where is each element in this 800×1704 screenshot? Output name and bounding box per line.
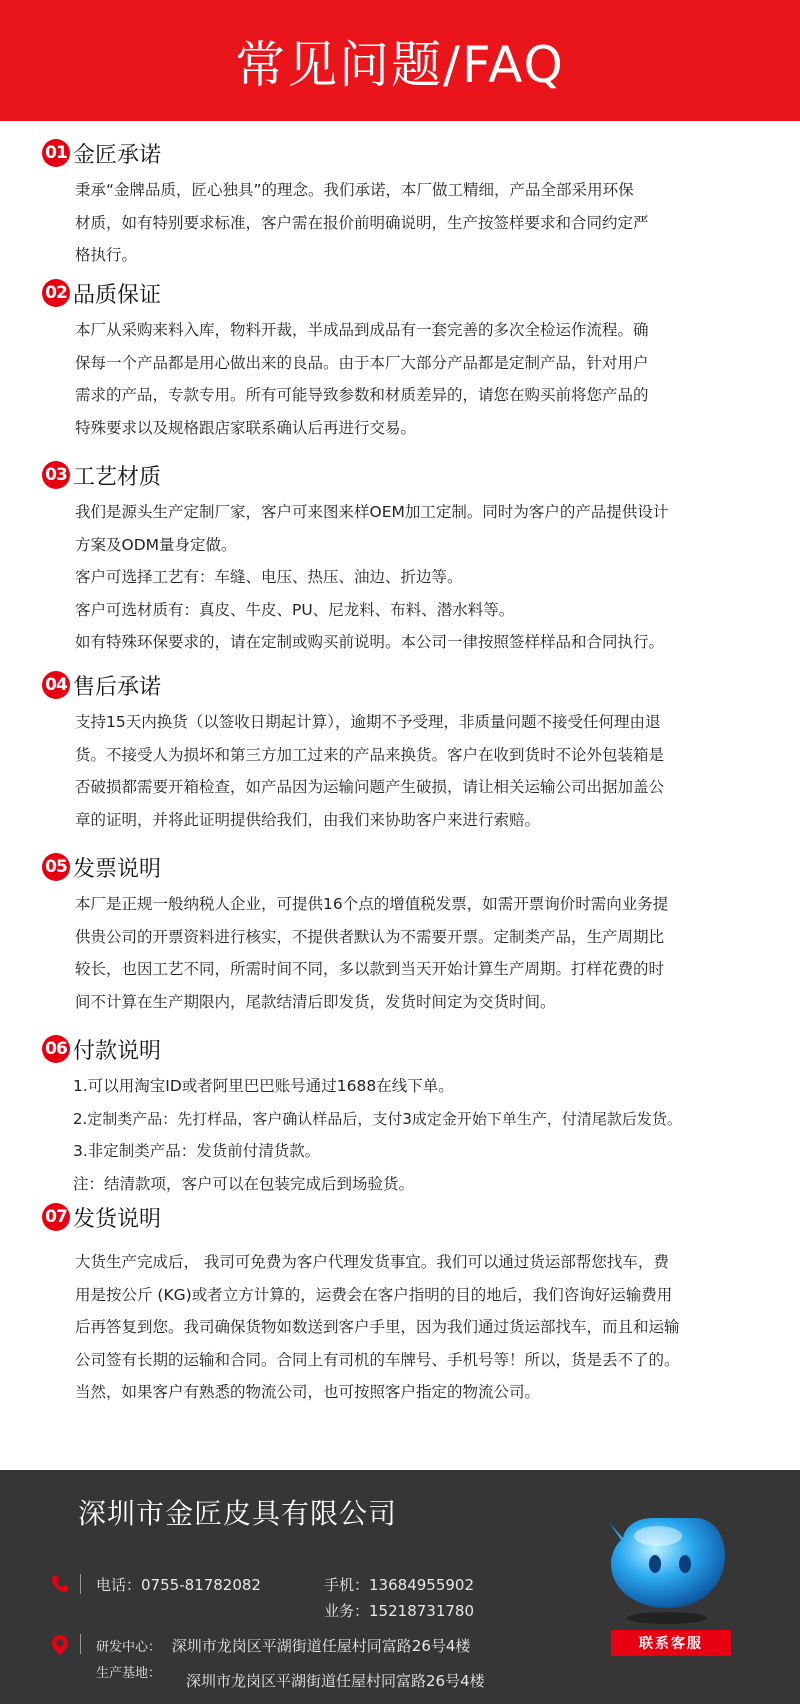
section-line: 货。不接受人为损坏和第三方加工过来的产品来换货。客户在收到货时不论外包装箱是 [75, 745, 665, 764]
phone-label: 电话： [96, 1576, 142, 1594]
section-header [0, 136, 800, 170]
business-label: 业务： [324, 1602, 370, 1620]
section-body [0, 884, 800, 1018]
section-line: 3.非定制类产品：发货前付清货款。 [73, 1142, 321, 1160]
section-line: 章的证明，并将此证明提供给我们，由我们来协助客户来进行索赔。 [75, 810, 541, 829]
rd-center-label: 研发中心： [96, 1640, 162, 1655]
faq-section-craft [0, 458, 800, 668]
section-line: 客户可选材质有：真皮、牛皮、PU、尼龙料、布料、潜水料等。 [75, 600, 515, 619]
production-base-address: 深圳市龙岗区平湖街道任屋村同富路26号4楼 [186, 1672, 485, 1690]
mobile-info [324, 1574, 474, 1595]
section-title: 付款说明 [73, 1038, 162, 1064]
section-header [0, 458, 800, 492]
section-header [0, 1032, 800, 1066]
section-number-badge: 05 [42, 853, 70, 881]
contact-footer [0, 1470, 800, 1704]
section-line: 客户可选择工艺有：车缝、电压、热压、油边、折边等。 [75, 568, 463, 586]
faq-section-invoice [0, 850, 800, 1032]
section-body [0, 492, 800, 659]
section-line: 我们是源头生产定制厂家，客户可来图来样OEM加工定制。同时为客户的产品提供设计 [75, 503, 669, 521]
section-line: 支持15天内换货（以签收日期起计算），逾期不予受理，非质量问题不接受任何理由退 [75, 713, 661, 731]
divider [80, 1634, 81, 1654]
section-number-badge: 07 [42, 1203, 70, 1231]
section-body [0, 1234, 800, 1409]
section-line: 方案及ODM量身定做。 [75, 535, 237, 554]
company-name: 深圳市金匠皮具有限公司 [78, 1497, 398, 1530]
section-line: 材质，如有特别要求标准，客户需在报价前明确说明，生产按签样要求和合同约定严 [75, 213, 649, 232]
mobile-number[interactable]: 13684955902 [369, 1576, 474, 1594]
section-number-badge: 02 [42, 279, 70, 307]
section-line: 后再答复到您。我司确保货物如数送到客户手里，因为我们通过货运部找车，而且和运输 [75, 1318, 680, 1336]
section-number-badge: 03 [42, 461, 70, 489]
section-title: 发货说明 [73, 1206, 162, 1232]
page-title: 常见问题/FAQ [235, 35, 565, 94]
section-line: 注：结清款项，客户可以在包装完成后到场验货。 [73, 1174, 415, 1193]
production-base-info [96, 1662, 161, 1681]
section-line: 特殊要求以及规格跟店家联系确认后再进行交易。 [75, 418, 417, 437]
section-line: 本厂是正规一般纳税人企业，可提供16个点的增值税发票，如需开票询价时需向业务提 [75, 895, 669, 913]
section-line: 如有特殊环保要求的，请在定制或购买前说明。本公司一律按照签样样品和合同执行。 [75, 633, 665, 651]
section-body [0, 1066, 800, 1200]
phone-icon [50, 1574, 70, 1598]
production-base-address-row [186, 1670, 485, 1691]
phone-number[interactable]: 0755-81782082 [141, 1576, 261, 1594]
section-line: 间不计算在生产期限内，尾款结清后即发货，发货时间定为交货时间。 [75, 992, 556, 1011]
section-line: 否破损都需要开箱检查，如产品因为运输问题产生破损，请让相关运输公司出据加盖公 [75, 778, 665, 796]
section-line: 1.可以用淘宝ID或者阿里巴巴账号通过1688在线下单。 [73, 1077, 454, 1095]
phone-info [96, 1574, 261, 1595]
section-line: 需求的产品，专款专用。所有可能导致参数和材质差异的，请您在购买前将您产品的 [75, 386, 649, 404]
section-line: 供贵公司的开票资料进行核实，不提供者默认为不需要开票。定制类产品，生产周期比 [75, 927, 665, 946]
section-title: 售后承诺 [73, 674, 162, 700]
section-number-badge: 01 [42, 139, 70, 167]
faq-section-quality [0, 276, 800, 458]
production-base-label: 生产基地： [96, 1666, 162, 1681]
section-title: 发票说明 [73, 856, 162, 882]
section-line: 秉承“金牌品质，匠心独具”的理念。我们承诺，本厂做工精细，产品全部采用环保 [75, 181, 634, 199]
section-title: 品质保证 [73, 282, 162, 308]
section-line: 本厂从采购来料入库，物料开裁，半成品到成品有一套完善的多次全检运作流程。确 [75, 321, 649, 339]
page-header [0, 0, 800, 121]
section-header [0, 850, 800, 884]
section-line: 当然，如果客户有熟悉的物流公司，也可按照客户指定的物流公司。 [75, 1383, 541, 1401]
mobile-label: 手机： [324, 1576, 370, 1594]
section-header [0, 668, 800, 702]
rd-center-address: 深圳市龙岗区平湖街道任屋村同富路26号4楼 [171, 1637, 471, 1655]
section-number-badge: 06 [42, 1035, 70, 1063]
section-header [0, 1200, 800, 1234]
section-number-badge: 04 [42, 671, 70, 699]
business-info [324, 1600, 474, 1621]
contact-service-button[interactable]: 联系客服 [611, 1630, 731, 1656]
section-line: 用是按公斤 (KG)或者立方计算的，运费会在客户指明的目的地后，我们咨询好运输费用 [75, 1285, 673, 1304]
chat-mascot-icon[interactable] [603, 1508, 731, 1630]
location-pin-icon [50, 1634, 70, 1660]
business-number[interactable]: 15218731780 [369, 1602, 474, 1620]
section-line: 格执行。 [75, 246, 138, 264]
section-header [0, 276, 800, 310]
faq-section-after-sales [0, 668, 800, 850]
section-line: 较长，也因工艺不同，所需时间不同，多以款到当天开始计算生产周期。打样花费的时 [75, 960, 665, 978]
faq-section-promise [0, 136, 800, 276]
faq-sections [0, 136, 800, 1409]
section-line: 大货生产完成后， 我司可免费为客户代理发货事宜。我们可以通过货运部帮您找车，费 [75, 1253, 669, 1271]
section-line: 2.定制类产品：先打样品，客户确认样品后，支付3成定金开始下单生产，付清尾款后发货。 [73, 1109, 682, 1128]
section-body [0, 170, 800, 272]
section-line: 公司签有长期的运输和合同。合同上有司机的车牌号、手机号等！所以，货是丢不了的。 [75, 1350, 680, 1369]
rd-center-info [96, 1635, 470, 1656]
section-title: 工艺材质 [73, 464, 162, 490]
faq-section-payment [0, 1032, 800, 1200]
section-title: 金匠承诺 [73, 142, 162, 168]
section-body [0, 702, 800, 836]
section-body [0, 310, 800, 444]
faq-section-shipping [0, 1200, 800, 1409]
divider [80, 1574, 81, 1594]
section-line: 保每一个产品都是用心做出来的良品。由于本厂大部分产品都是定制产品，针对用户 [75, 353, 649, 372]
